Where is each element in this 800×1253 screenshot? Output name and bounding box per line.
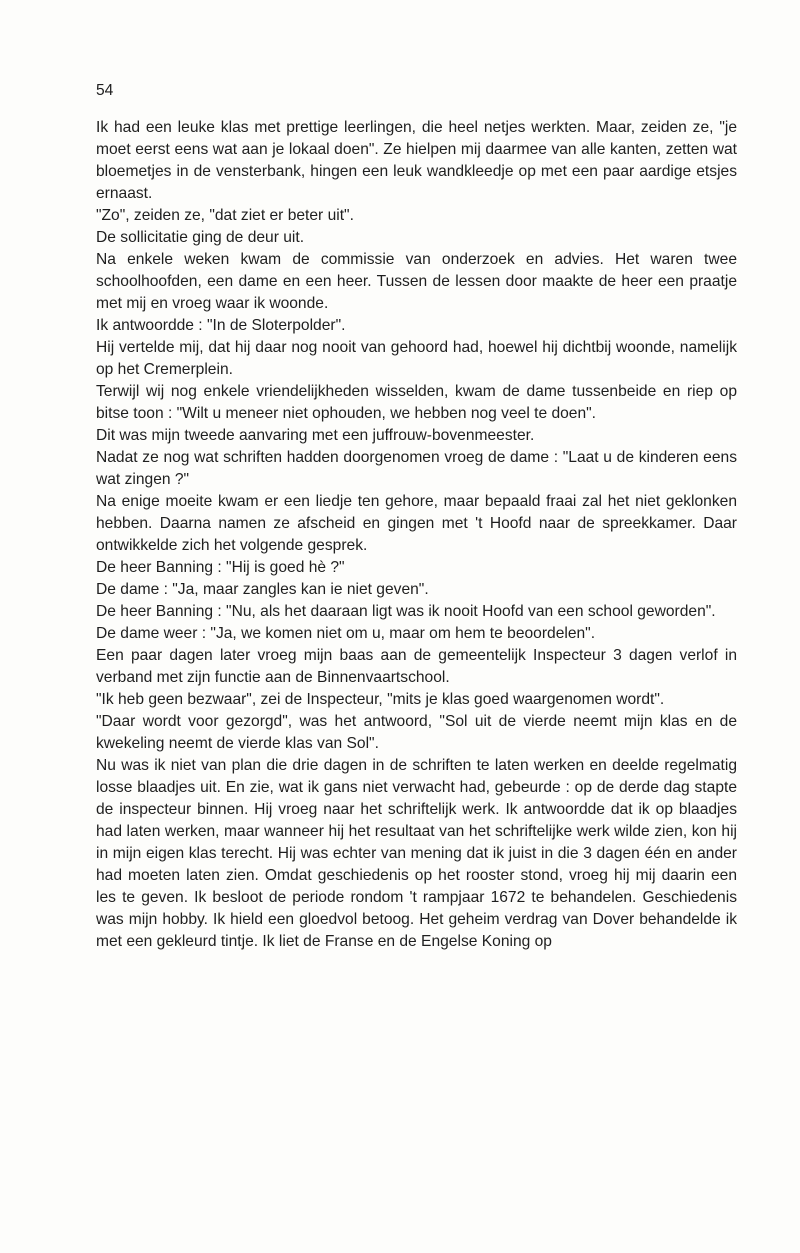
paragraph: Een paar dagen later vroeg mijn baas aan de gemeentelijk Inspecteur 3 dagen verlof in verband met zijn functie aan de Binnenvaartschool. [96,647,737,686]
paragraph: Nadat ze nog wat schriften hadden doorgenomen vroeg de dame : "Laat u de kinderen eens wat zingen ?" [96,449,737,488]
paragraph: Na enige moeite kwam er een liedje ten gehore, maar bepaald fraai zal het niet geklonken hebben. Daarna namen ze afscheid en gingen met 't Hoofd naar de spreekkamer. Daar ontwikkelde zich het volgende gesprek. [96,493,737,554]
page-number: 54 [96,82,114,99]
paragraph: Ik had een leuke klas met prettige leerlingen, die heel netjes werkten. Maar, zeiden ze, "je moet eerst eens wat aan je lokaal doen". Ze hielpen mij daarmee van alle kanten, zetten wat bloemetjes in de vensterbank, hingen een leuk wandkleedje op met een paar aardige etsjes ernaast. [96,119,737,202]
paragraph: Ik antwoordde : "In de Sloterpolder". [96,317,346,334]
paragraph: De heer Banning : "Hij is goed hè ?" [96,559,345,576]
paragraph: Nu was ik niet van plan die drie dagen in de schriften te laten werken en deelde regelmatig losse blaadjes uit. En zie, wat ik gans niet verwacht had, gebeurde : op de derde dag stapte de inspecteur binnen. Hij vroeg naar het schriftelijk werk. Ik antwoordde dat ik op blaadjes had laten werken, maar wanneer hij het resultaat van het schriftelijke werk wilde zien, kon hij in mijn eigen klas terecht. Hij was echter van mening dat ik juist in die 3 dagen één en ander had moeten laten zien. Omdat geschiedenis op het rooster stond, vroeg hij mij daarin een les te geven. Ik besloot de periode rondom 't rampjaar 1672 te behandelen. Geschiedenis was mijn hobby. Ik hield een gloedvol betoog. Het geheim verdrag van Dover behandelde ik met een gekleurd tintje. Ik liet de Franse en de Engelse Koning op [96,757,737,950]
paragraph: Dit was mijn tweede aanvaring met een juffrouw-bovenmeester. [96,427,535,444]
paragraph: Hij vertelde mij, dat hij daar nog nooit van gehoord had, hoewel hij dichtbij woonde, namelijk op het Cremerplein. [96,339,737,378]
paragraph: De heer Banning : "Nu, als het daaraan ligt was ik nooit Hoofd van een school geworden". [96,603,716,620]
paragraph: De dame : "Ja, maar zangles kan ie niet geven". [96,581,429,598]
paragraph: Terwijl wij nog enkele vriendelijkheden wisselden, kwam de dame tussenbeide en riep op bitse toon : "Wilt u meneer niet ophouden, we hebben nog veel te doen". [96,383,737,422]
paragraph: "Ik heb geen bezwaar", zei de Inspecteur, "mits je klas goed waargenomen wordt". [96,691,665,708]
paragraph: De dame weer : "Ja, we komen niet om u, maar om hem te beoordelen". [96,625,596,642]
paragraph: "Daar wordt voor gezorgd", was het antwoord, "Sol uit de vierde neemt mijn klas en de kwekeling neemt de vierde klas van Sol". [96,713,737,752]
paragraph: De sollicitatie ging de deur uit. [96,229,305,246]
paragraph: "Zo", zeiden ze, "dat ziet er beter uit". [96,207,354,224]
paragraph: Na enkele weken kwam de commissie van onderzoek en advies. Het waren twee schoolhoofden, een dame en een heer. Tussen de lessen door maakte de heer een praatje met mij en vroeg waar ik woonde. [96,251,737,312]
book-page [96,80,737,953]
